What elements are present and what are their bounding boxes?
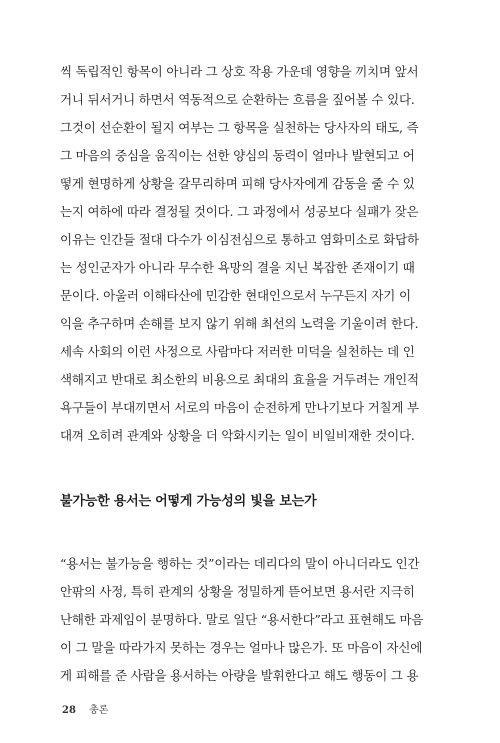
body-line: 욕구들이 부대끼면서 서로의 마음이 순전하게 만나기보다 거칠게 부 — [60, 400, 419, 415]
body-line: 거니 뒤서거니 하면서 역동적으로 순환하는 흐름을 짚어볼 수 있다. — [60, 92, 415, 107]
page-number: 28 — [62, 705, 76, 716]
body-line: 게 피해를 준 사람을 용서하는 아량을 발휘한다고 해도 행동이 그 용 — [60, 668, 419, 683]
body-line: 떻게 현명하게 상황을 갈무리하며 피해 당사자에게 감동을 줄 수 있 — [60, 176, 415, 191]
body-line: 세속 사회의 이런 사정으로 사람마다 저러한 미덕을 실천하는 데 인 — [60, 344, 415, 359]
section-name: 총론 — [89, 705, 109, 716]
section-heading: 불가능한 용서는 어떻게 가능성의 빛을 보는가 — [60, 494, 317, 509]
body-line: 는지 여하에 따라 결정될 것이다. 그 과정에서 성공보다 실패가 잦은 — [60, 204, 419, 219]
body-line: 대껴 오히려 관계와 상황을 더 악화시키는 일이 비일비재한 것이다. — [60, 428, 415, 443]
body-line: 씩 독립적인 항목이 아니라 그 상호 작용 가운데 영향을 끼치며 앞서 — [60, 64, 419, 79]
body-line: 익을 추구하며 손해를 보지 않기 위해 최선의 노력을 기울이려 한다. — [60, 316, 419, 331]
body-line: 는 성인군자가 아니라 무수한 욕망의 결을 지닌 복잡한 존재이기 때 — [60, 260, 415, 275]
body-line: 이 그 말을 따라가지 못하는 경우는 얼마나 많은가. 또 마음이 자신에 — [60, 640, 423, 655]
body-line: “용서는 불가능을 행하는 것”이라는 데리다의 말이 아니더라도 인간 — [60, 556, 420, 571]
body-line: 그것이 선순환이 될지 여부는 그 항목을 실천하는 당사자의 태도, 즉 — [60, 120, 419, 135]
body-line: 이유는 인간들 절대 다수가 이심전심으로 통하고 염화미소로 화답하 — [60, 232, 419, 247]
body-line: 그 마음의 중심을 움직이는 선한 양심의 동력이 얼마나 발현되고 어 — [60, 148, 415, 163]
body-line: 안팎의 사정, 특히 관계의 상황을 정밀하게 뜯어보면 용서란 지극히 — [60, 584, 415, 599]
page-footer — [62, 704, 108, 718]
body-line: 난해한 과제임이 분명하다. 말로 일단 “용서한다”라고 표현해도 마음 — [60, 612, 424, 627]
body-line: 색해지고 반대로 최소한의 비용으로 최대의 효율을 거두려는 개인적 — [60, 372, 419, 387]
body-line: 문이다. 아울러 이해타산에 민감한 현대인으로서 누구든지 자기 이 — [60, 288, 411, 303]
